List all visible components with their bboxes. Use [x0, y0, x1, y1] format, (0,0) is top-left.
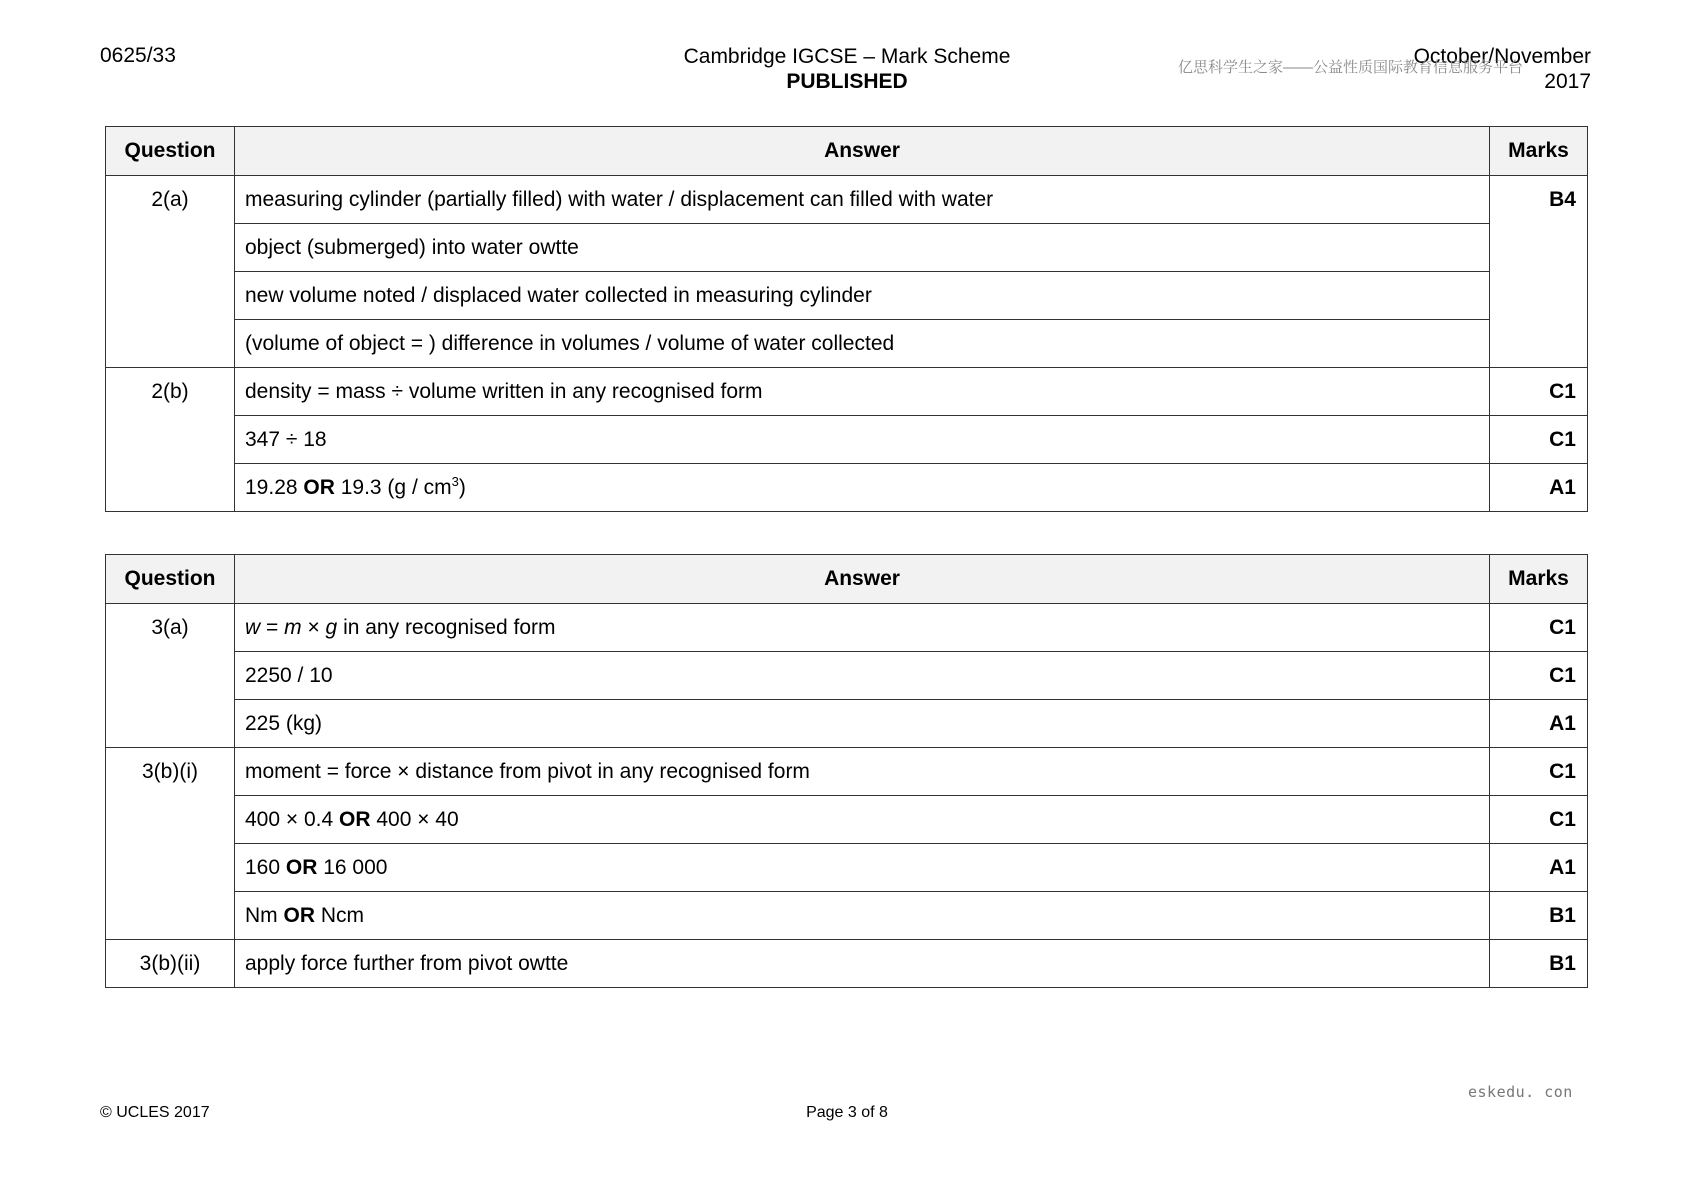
- marks-cell: A1: [1490, 700, 1588, 748]
- answer-part: ): [458, 476, 466, 499]
- answer-cell: 2250 / 10: [235, 652, 1490, 700]
- table-row: [106, 748, 1588, 796]
- answer-cell: object (submerged) into water owtte: [235, 224, 1490, 272]
- answer-cell: new volume noted / displaced water collected in measuring cylinder: [235, 272, 1490, 320]
- answer-cell: [235, 464, 1490, 512]
- marks-cell: C1: [1490, 604, 1588, 652]
- answer-part: 400 × 40: [370, 808, 459, 831]
- table-row: [106, 224, 1588, 272]
- page-number: Page 3 of 8: [806, 1104, 888, 1121]
- answer-part: 19.28: [245, 476, 304, 499]
- published-label: PUBLISHED: [786, 70, 908, 93]
- marks-cell: A1: [1490, 464, 1588, 512]
- marks-cell: C1: [1490, 416, 1588, 464]
- answer-cell: measuring cylinder (partially filled) with water / displacement can filled with water: [235, 176, 1490, 224]
- paper-code: 0625/33: [100, 44, 176, 67]
- question-number: 3(b)(i): [106, 748, 235, 940]
- header-answer: Answer: [235, 127, 1490, 176]
- or-keyword: OR: [339, 808, 371, 831]
- marks-cell: B1: [1490, 892, 1588, 940]
- document-title-block: [600, 44, 1094, 94]
- answer-part: 19.3 (g / cm: [334, 476, 452, 499]
- document-title: Cambridge IGCSE – Mark Scheme: [683, 45, 1011, 68]
- copyright-notice: © UCLES 2017: [100, 1104, 210, 1121]
- answer-cell: [235, 844, 1490, 892]
- answer-cell: 225 (kg): [235, 700, 1490, 748]
- or-keyword: OR: [303, 476, 335, 499]
- site-watermark: eskedu. con: [1468, 1083, 1573, 1101]
- table-row: [106, 796, 1588, 844]
- question-number: 3(b)(ii): [106, 940, 235, 988]
- answer-part: Nm: [245, 904, 284, 927]
- table-row: [106, 176, 1588, 224]
- marks-cell: B1: [1490, 940, 1588, 988]
- table-row: [106, 272, 1588, 320]
- header-marks: Marks: [1490, 555, 1588, 604]
- answer-cell: [235, 796, 1490, 844]
- header-question: Question: [106, 127, 235, 176]
- table-row: [106, 604, 1588, 652]
- session-year: 2017: [1544, 70, 1591, 93]
- table-row: [106, 892, 1588, 940]
- header-question: Question: [106, 555, 235, 604]
- table-header-row: [106, 127, 1588, 176]
- or-keyword: OR: [283, 904, 315, 927]
- answer-part: 16 000: [317, 856, 388, 879]
- table-row: [106, 464, 1588, 512]
- marks-cell: A1: [1490, 844, 1588, 892]
- superscript: 3: [451, 474, 459, 489]
- answer-cell: moment = force × distance from pivot in any recognised form: [235, 748, 1490, 796]
- or-keyword: OR: [285, 856, 318, 879]
- question-number: 2(a): [106, 176, 235, 368]
- table-header-row: [106, 555, 1588, 604]
- mark-scheme-table-q2: [105, 126, 1588, 512]
- variable-g: g: [325, 616, 338, 639]
- header-answer: Answer: [235, 555, 1490, 604]
- answer-cell: 347 ÷ 18: [235, 416, 1490, 464]
- marks-cell: C1: [1490, 652, 1588, 700]
- mark-scheme-table-q3: [105, 554, 1588, 988]
- answer-part: in any recognised form: [337, 616, 556, 639]
- header-marks: Marks: [1490, 127, 1588, 176]
- answer-cell: [235, 892, 1490, 940]
- marks-cell: B4: [1490, 176, 1588, 368]
- table-row: [106, 700, 1588, 748]
- marks-cell: C1: [1490, 368, 1588, 416]
- answer-cell: density = mass ÷ volume written in any recognised form: [235, 368, 1490, 416]
- table-row: [106, 416, 1588, 464]
- variable-w: w: [245, 616, 261, 639]
- question-number: 3(a): [106, 604, 235, 748]
- answer-cell: apply force further from pivot owtte: [235, 940, 1490, 988]
- table-row: [106, 368, 1588, 416]
- variable-m: m: [284, 616, 302, 639]
- watermark-text: 亿思科学生之家——公益性质国际教育信息服务平台: [1178, 59, 1524, 76]
- answer-part: 400 × 0.4: [245, 808, 339, 831]
- answer-cell: [235, 604, 1490, 652]
- question-number: 2(b): [106, 368, 235, 512]
- answer-cell: (volume of object = ) difference in volumes / volume of water collected: [235, 320, 1490, 368]
- session-month: October/November: [1413, 45, 1591, 68]
- answer-part: 160: [245, 856, 286, 879]
- marks-cell: C1: [1490, 748, 1588, 796]
- table-row: [106, 940, 1588, 988]
- marks-cell: C1: [1490, 796, 1588, 844]
- answer-part: ×: [301, 616, 326, 639]
- table-row: [106, 652, 1588, 700]
- table-row: [106, 320, 1588, 368]
- answer-part: =: [260, 616, 285, 639]
- table-row: [106, 844, 1588, 892]
- answer-part: Ncm: [315, 904, 364, 927]
